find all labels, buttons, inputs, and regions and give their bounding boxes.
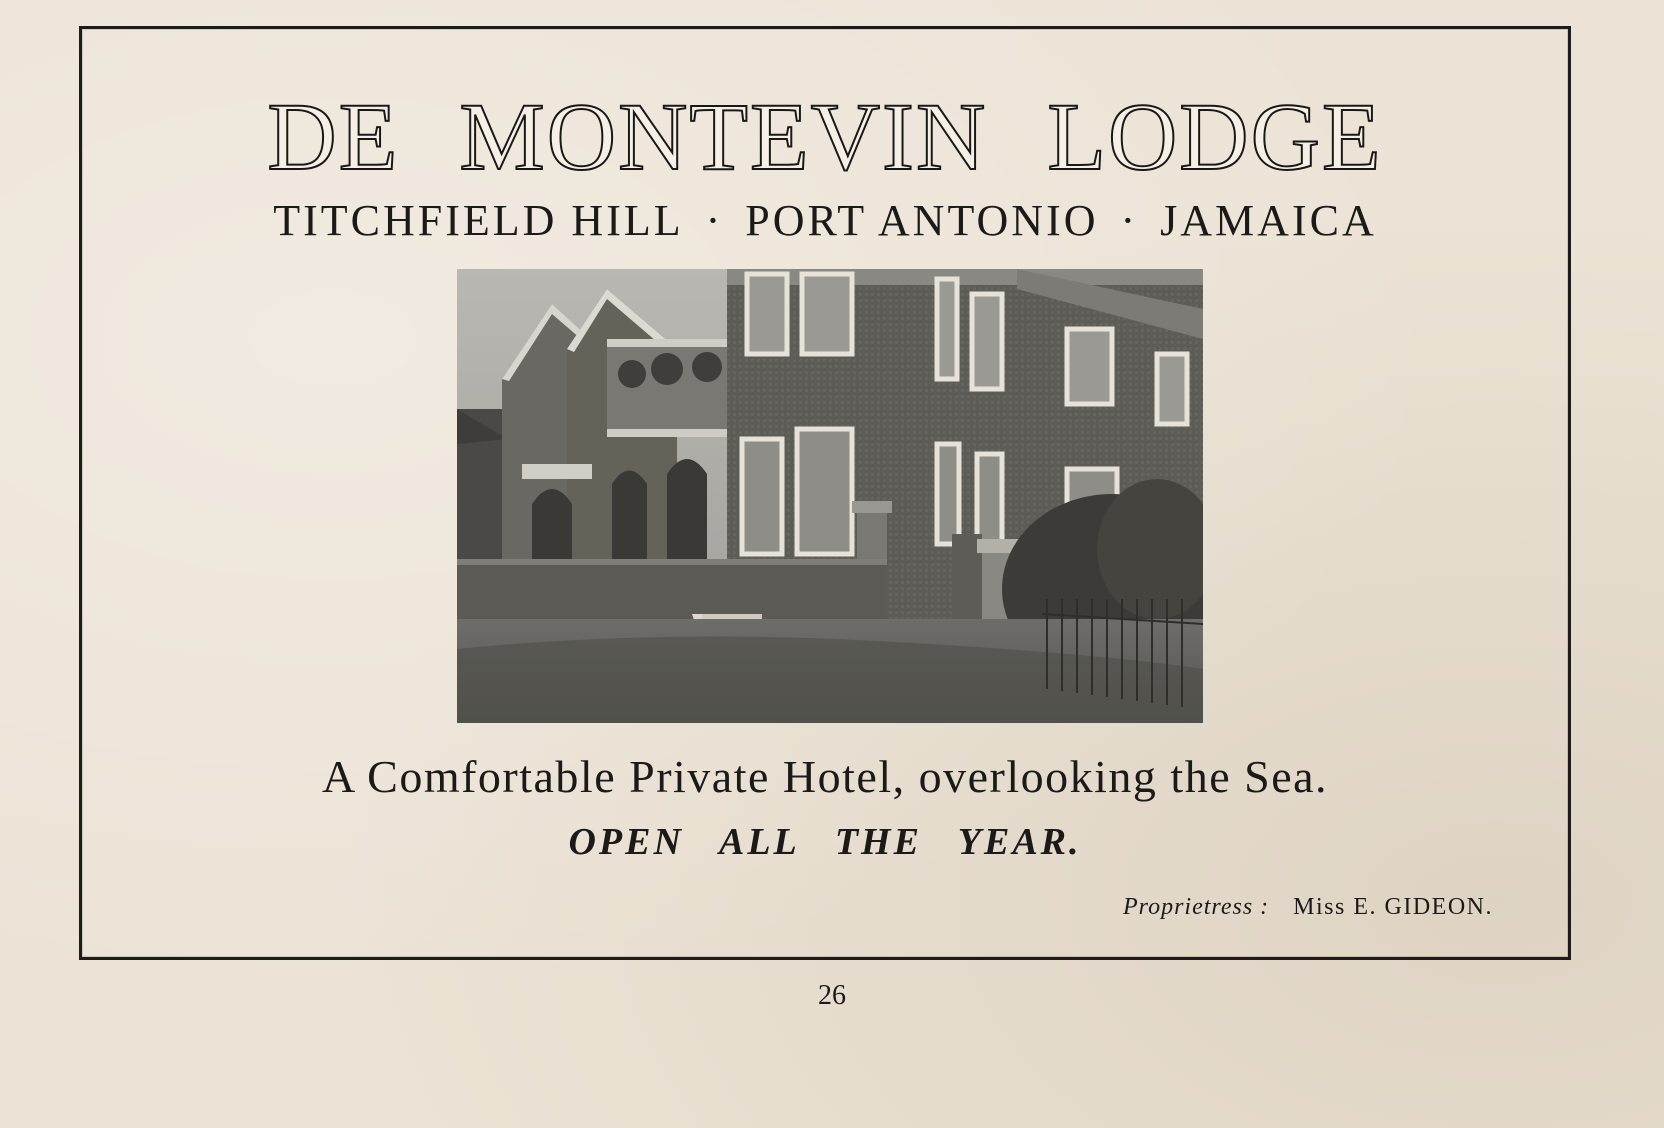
address-separator: · (1120, 196, 1139, 245)
hotel-address (82, 196, 1568, 245)
open-notice: OPEN ALL THE YEAR. (568, 821, 1082, 863)
hotel-name: DE MONTEVIN LODGE (267, 83, 1383, 190)
hotel-tagline: A Comfortable Private Hotel, overlooking the Sea. (321, 751, 1329, 802)
page-number: 26 (818, 980, 846, 1011)
proprietress-name: Miss E. GIDEON. (1293, 894, 1493, 920)
address-country: JAMAICA (1160, 196, 1377, 245)
hotel-building-image (457, 269, 1203, 723)
address-separator: · (705, 196, 724, 245)
address-place: TITCHFIELD HILL (273, 196, 684, 245)
proprietress-label: Proprietress : (1122, 894, 1270, 920)
advertisement-frame (79, 26, 1571, 960)
hotel-photograph (457, 269, 1203, 723)
address-town: PORT ANTONIO (745, 196, 1099, 245)
proprietress-line (1123, 895, 1493, 919)
